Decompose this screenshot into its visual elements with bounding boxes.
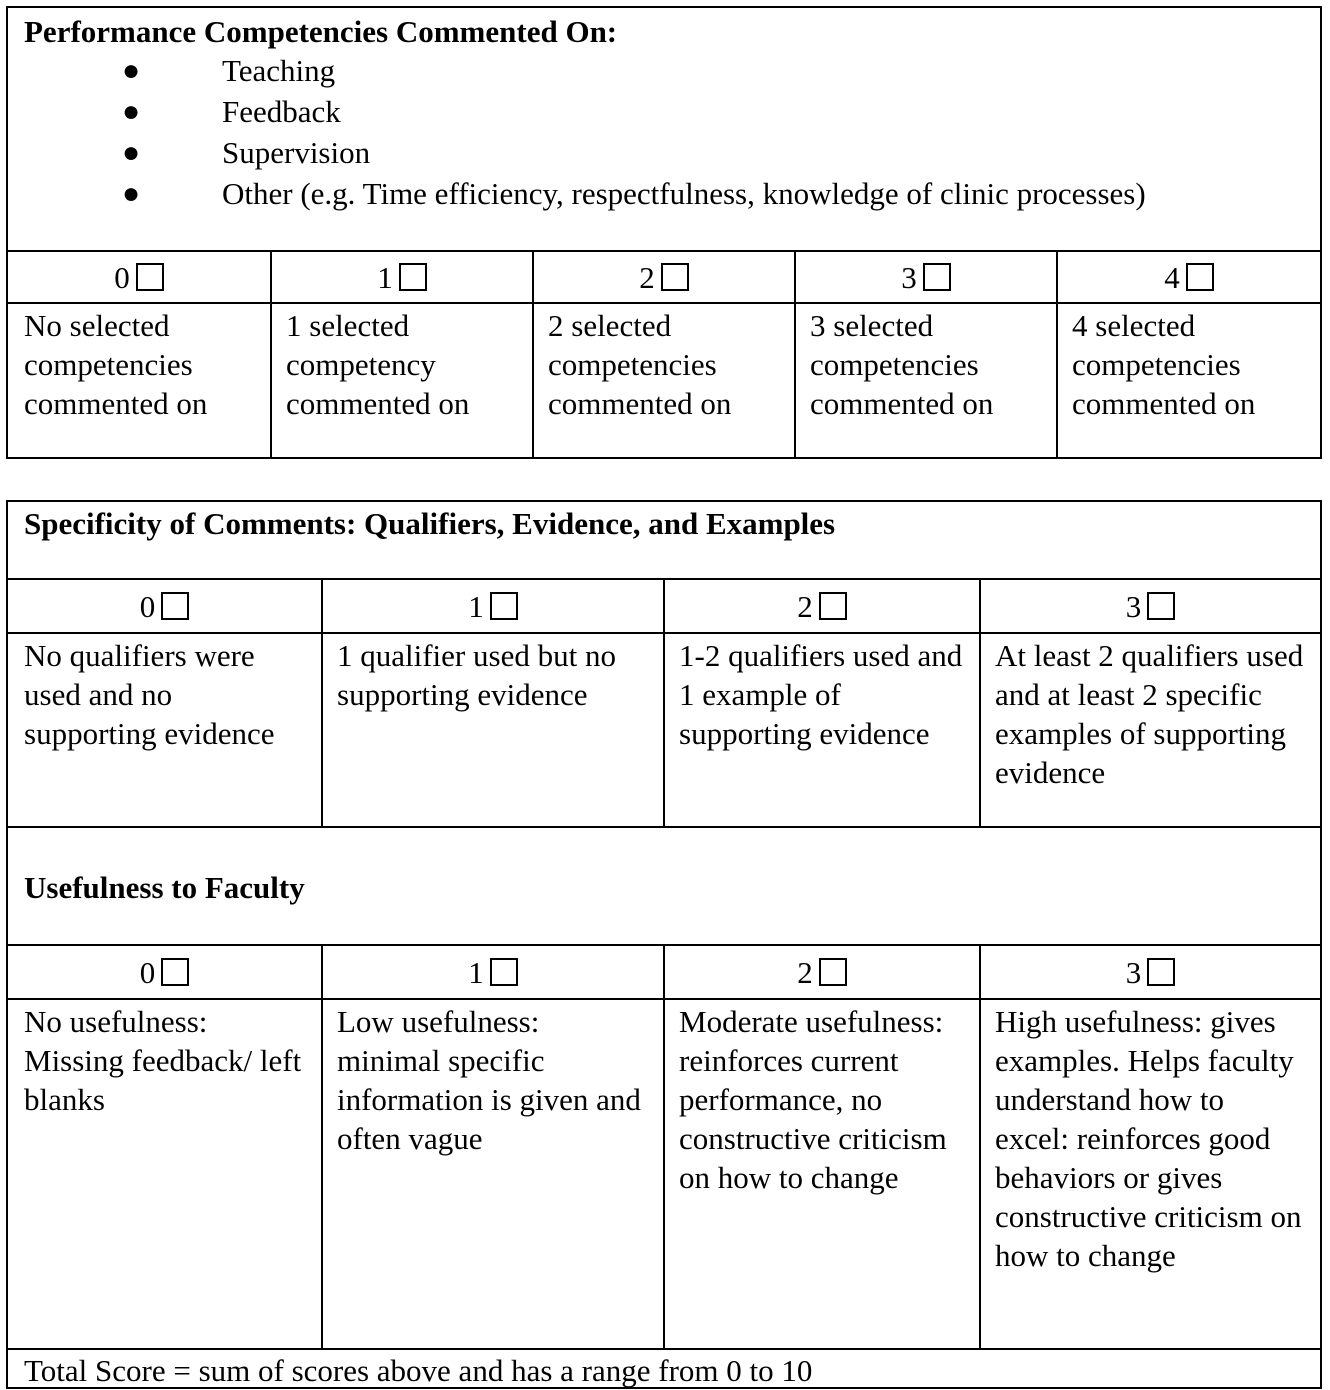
specificity-usefulness-table — [6, 500, 1322, 1389]
divider — [8, 302, 1320, 304]
checkbox[interactable] — [1186, 263, 1214, 291]
bullet-icon: ● — [122, 95, 141, 128]
score-option-2[interactable]: 2 — [534, 252, 794, 302]
checkbox[interactable] — [661, 263, 689, 291]
checkbox[interactable] — [399, 263, 427, 291]
bullet-icon: ● — [122, 54, 141, 87]
usefulness-description-3: High usefulness: gives examples. Helps faculty understand how to excel: reinforces good behaviors or gives constructive criticism on how to change — [995, 1004, 1302, 1273]
specificity-score-3[interactable]: 3 — [981, 580, 1320, 632]
usefulness-heading: Usefulness to Faculty — [24, 870, 305, 905]
competencies-heading: Performance Competencies Commented On: — [24, 14, 618, 49]
checkbox[interactable] — [1147, 958, 1175, 986]
score-description-0: No selected competencies commented on — [24, 308, 208, 421]
checkbox[interactable] — [819, 958, 847, 986]
specificity-score-1[interactable]: 1 — [323, 580, 663, 632]
specificity-description-3: At least 2 qualifiers used and at least 2 specific examples of supporting evidence — [995, 638, 1304, 790]
score-option-1[interactable]: 1 — [272, 252, 532, 302]
specificity-description-0: No qualifiers were used and no supporting evidence — [24, 638, 275, 751]
checkbox[interactable] — [819, 592, 847, 620]
usefulness-description-0: No usefulness: Missing feedback/ left blanks — [24, 1004, 302, 1117]
bullet-icon: ● — [122, 177, 141, 210]
score-option-3[interactable]: 3 — [796, 252, 1056, 302]
checkbox[interactable] — [136, 263, 164, 291]
checkbox[interactable] — [1147, 592, 1175, 620]
list-item: ● Other (e.g. Time efficiency, respectfulness, knowledge of clinic processes) — [24, 173, 1146, 214]
usefulness-score-2[interactable]: 2 — [665, 946, 979, 998]
specificity-score-0[interactable]: 0 — [8, 580, 321, 632]
checkbox[interactable] — [161, 958, 189, 986]
score-option-0[interactable]: 0 — [8, 252, 270, 302]
list-item: ● Teaching — [24, 50, 1146, 91]
bullet-icon: ● — [122, 136, 141, 169]
checkbox[interactable] — [490, 958, 518, 986]
usefulness-score-0[interactable]: 0 — [8, 946, 321, 998]
score-description-4: 4 selected competencies commented on — [1072, 308, 1256, 421]
competencies-list — [24, 50, 1146, 214]
usefulness-score-3[interactable]: 3 — [981, 946, 1320, 998]
score-description-1: 1 selected competency commented on — [286, 308, 470, 421]
list-item: ● Feedback — [24, 91, 1146, 132]
specificity-score-2[interactable]: 2 — [665, 580, 979, 632]
total-score-text: Total Score = sum of scores above and has a range from 0 to 10 — [24, 1353, 813, 1388]
score-description-3: 3 selected competencies commented on — [810, 308, 994, 421]
specificity-description-2: 1-2 qualifiers used and 1 example of supporting evidence — [679, 638, 963, 751]
specificity-description-1: 1 qualifier used but no supporting evidence — [337, 638, 616, 712]
specificity-heading: Specificity of Comments: Qualifiers, Evidence, and Examples — [24, 506, 836, 541]
list-item: ● Supervision — [24, 132, 1146, 173]
usefulness-score-1[interactable]: 1 — [323, 946, 663, 998]
usefulness-description-2: Moderate usefulness: reinforces current performance, no constructive criticism on how to change — [679, 1004, 947, 1195]
competencies-table — [6, 6, 1322, 459]
checkbox[interactable] — [490, 592, 518, 620]
usefulness-description-1: Low usefulness: minimal specific information is given and often vague — [337, 1004, 641, 1156]
checkbox[interactable] — [923, 263, 951, 291]
checkbox[interactable] — [161, 592, 189, 620]
score-description-2: 2 selected competencies commented on — [548, 308, 732, 421]
score-option-4[interactable]: 4 — [1058, 252, 1320, 302]
